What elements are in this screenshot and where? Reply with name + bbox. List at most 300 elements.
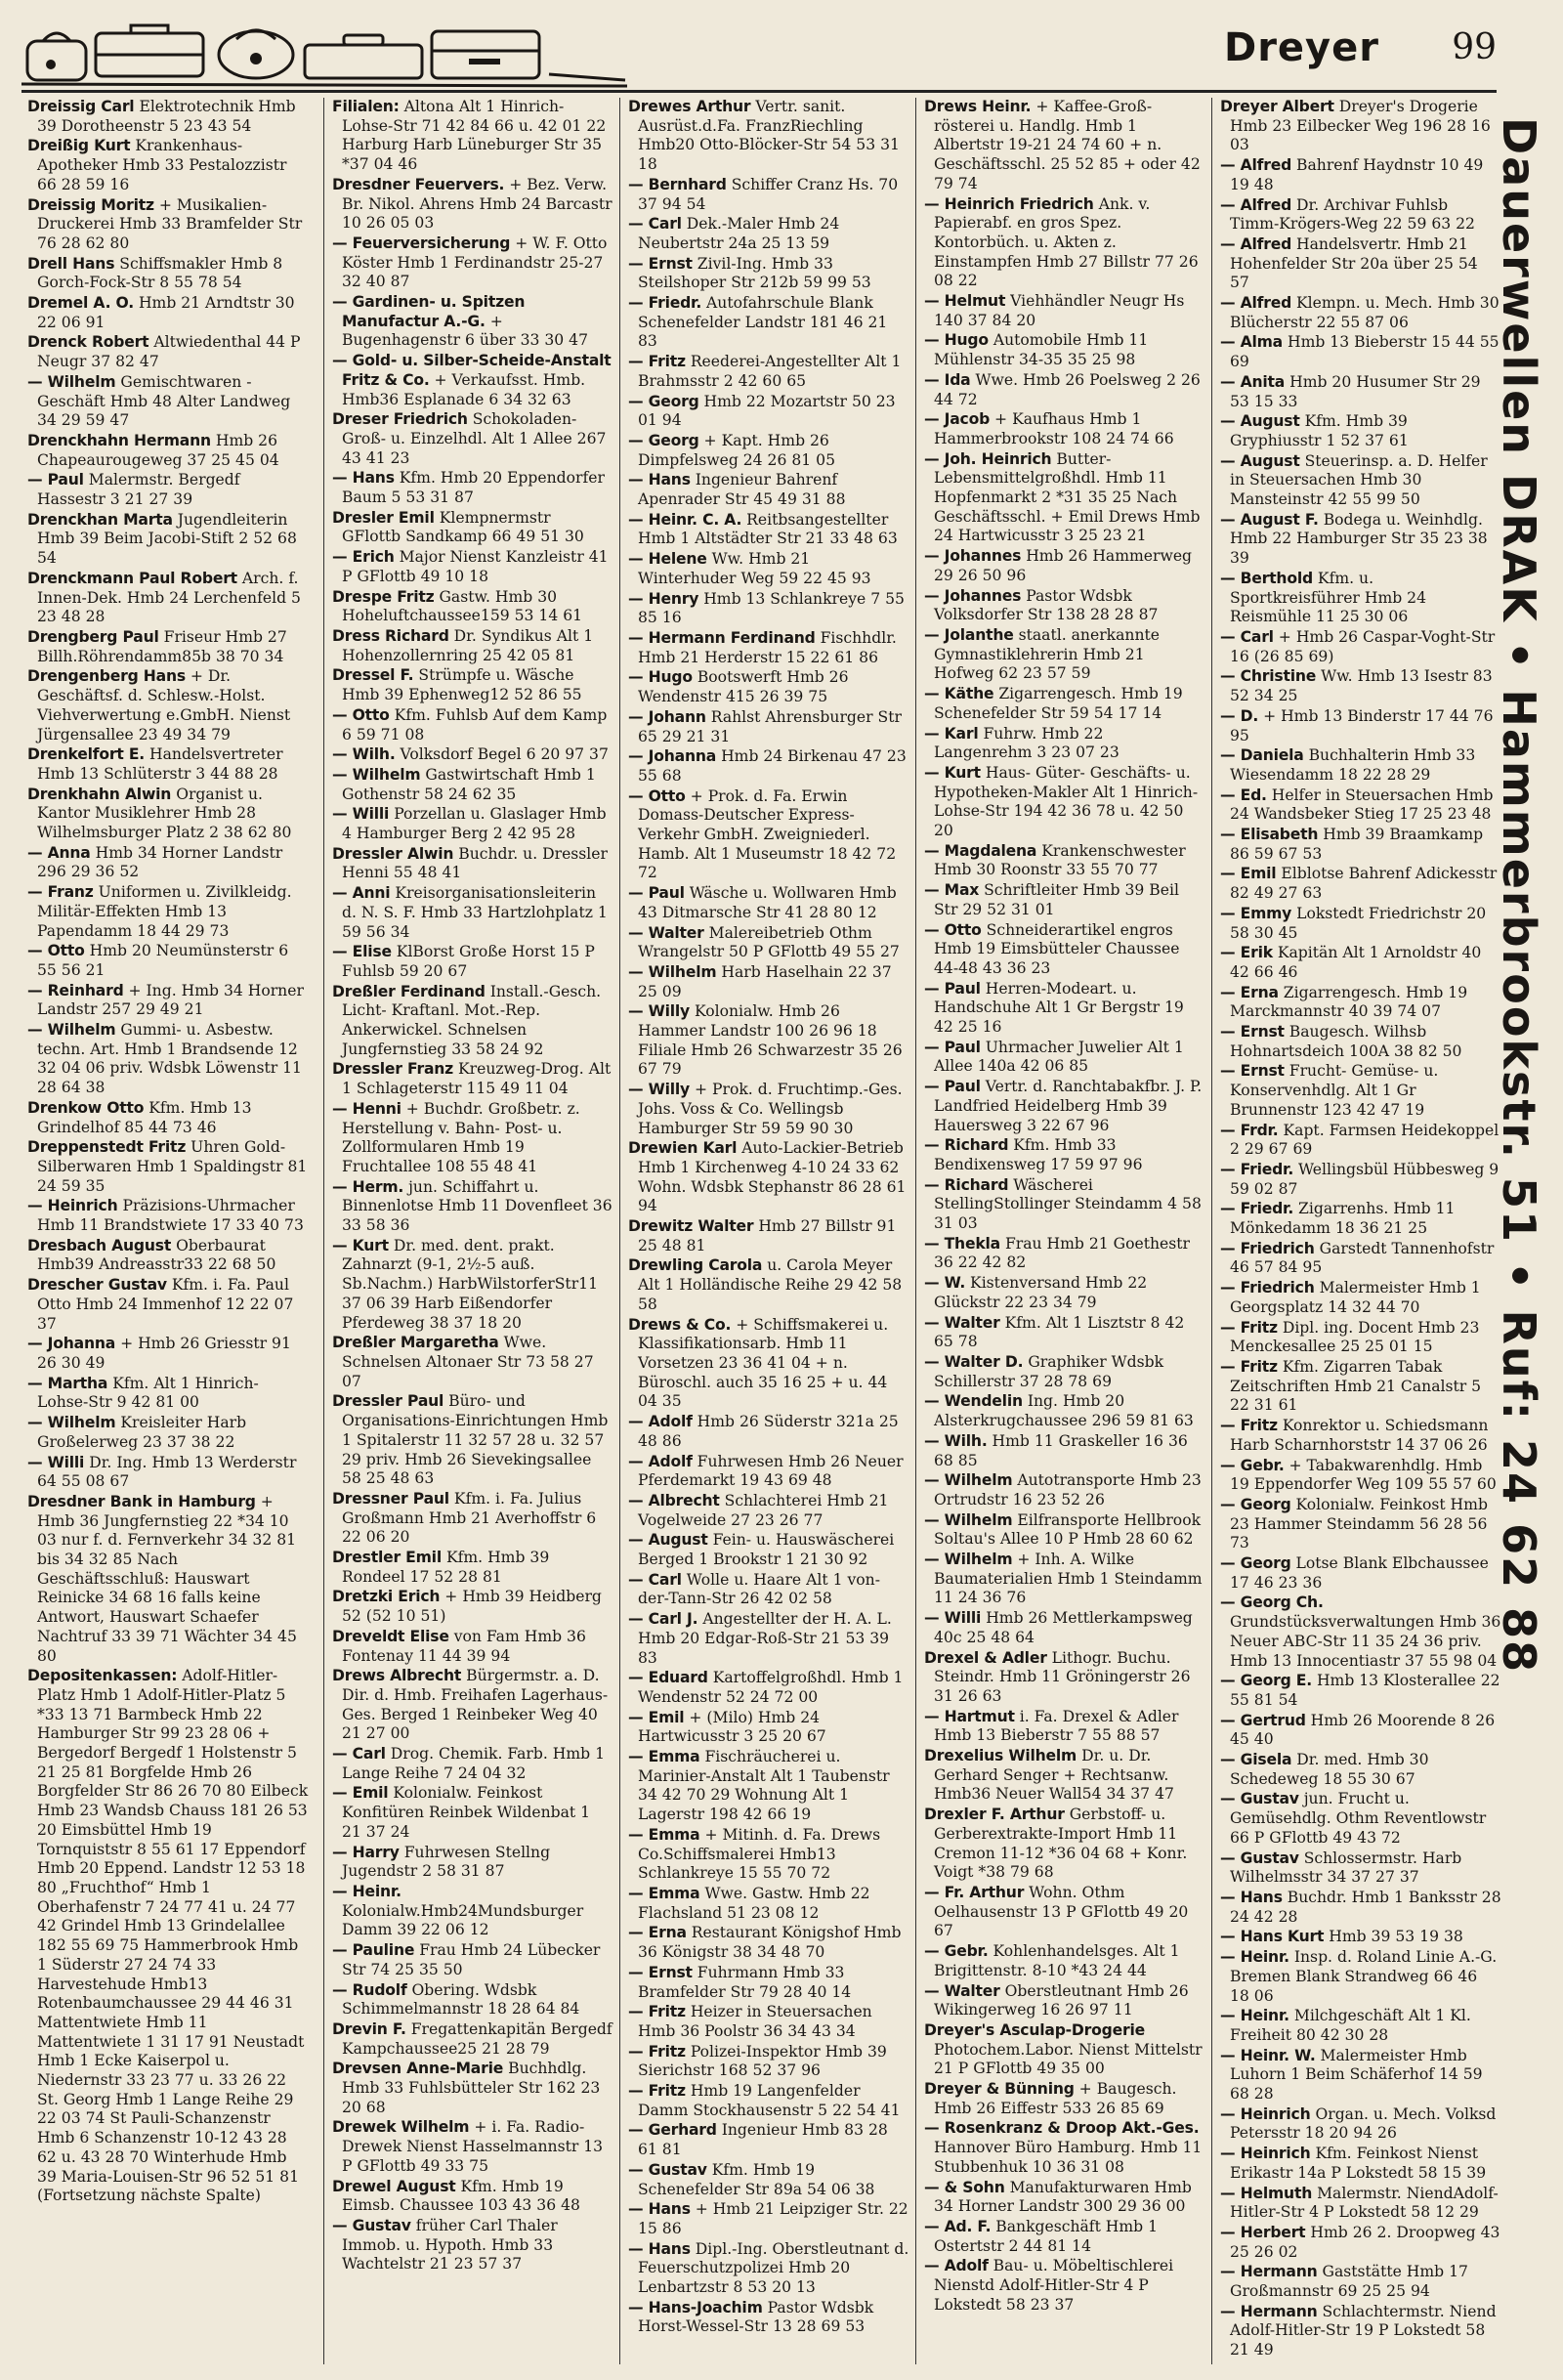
entry-name: Dress Richard (332, 626, 449, 645)
entry-name: — Wilh. (924, 1431, 988, 1450)
directory-entry (27, 982, 309, 1020)
directory-entry (27, 511, 309, 569)
entry-name: Drenckhan Marta (27, 510, 173, 529)
entry-details: Reitbsangestellter Hmb 1 Altstädter Str 21 33 48 63 (638, 510, 898, 548)
entry-details: Schneiderartikel engros Hmb 19 Eimsbütteler Chaussee 44-48 43 36 23 (934, 920, 1180, 977)
entry-name: Drengenberg Hans (27, 667, 186, 686)
entry-name: — Fr. Arthur (924, 1883, 1025, 1901)
directory-entry (332, 1844, 613, 1882)
entry-details: Malermstr. Bergedf Hassestr 3 21 27 39 (37, 471, 240, 509)
entry-name: — Alma (1220, 333, 1284, 352)
directory-entry (924, 331, 1205, 369)
entry-name: — Max (924, 881, 980, 900)
entry-name: — Adolf (628, 1452, 693, 1470)
entry-name: — Adolf (924, 2257, 989, 2275)
entry-name: Dreppenstedt Fritz (27, 1138, 187, 1157)
directory-entry (332, 352, 613, 409)
directory-entry (332, 884, 613, 942)
entry-details: Fein- u. Hauswäscherei Berged 1 Brookstr 1 21 30 92 (638, 1531, 895, 1569)
entry-name: — Herm. (332, 1177, 404, 1196)
entry-details: Dr. med. Hmb 30 Schedeweg 18 55 30 67 (1230, 1751, 1429, 1788)
entry-name: Drevsen Anne-Marie (332, 2060, 504, 2078)
directory-entry (27, 745, 309, 784)
entry-details: + Prok. d. Fa. Erwin Domass-Deutscher Express-Verkehr GmbH. Zweigniederl. Hamb. Alt 1 Museumstr 18 42 72 72 (638, 786, 897, 882)
entry-details: Klempnermstr GFlottb Sandkamp 66 49 51 30 (342, 508, 584, 546)
directory-entry (27, 432, 309, 470)
entry-details: Dr. med. dent. prakt. Zahnarzt (9-1, 2½-5 auß. Sb.Nachm.) HarbWilstorferStr11 37 06 39 Harb Eißendorfer Pferdeweg 38 37 18 20 (342, 1236, 598, 1332)
entry-name: Dreißig Kurt (27, 137, 131, 155)
directory-entry (332, 627, 613, 665)
entry-name: — Heinrich (27, 1197, 118, 1215)
directory-entry (1220, 1889, 1501, 1927)
directory-entry (332, 176, 613, 234)
directory-entry (924, 921, 1205, 979)
entry-details: Wohn. Othm Oelhausenstr 13 P GFlottb 49 20 67 (934, 1883, 1189, 1940)
entry-details: Buchdr. u. Dressler Henni 55 48 41 (342, 844, 608, 882)
entry-name: — Anita (1220, 372, 1286, 391)
directory-entry (924, 980, 1205, 1038)
entry-details: + i. Fa. Radio-Drewek Nienst Hasselmannstr 13 P GFlottb 49 33 75 (342, 2118, 604, 2175)
entry-name: — Kurt (332, 1236, 389, 1254)
entry-details: Bodega u. Weinhdlg. Hmb 22 Hamburger Str 35 23 38 39 (1230, 510, 1488, 568)
entry-details: Gastwirtschaft Hmb 1 Gothenstr 58 24 62 35 (342, 765, 596, 803)
entry-name: — W. (924, 1274, 966, 1293)
directory-entry (1220, 1948, 1501, 2006)
directory-entry (628, 2003, 909, 2041)
entry-details: Kolonialw. Hmb 26 Hammer Landstr 100 26 96 18 Filiale Hmb 26 Schwarzestr 35 26 67 79 (638, 1002, 903, 1079)
entry-details: Hannover Büro Hamburg. Hmb 11 Stubbenhuk 10 36 31 08 (934, 2139, 1203, 2176)
entry-name: — Heinr. W. (1220, 2046, 1316, 2064)
entry-name: Dresdner Feuervers. (332, 175, 505, 193)
directory-entry (628, 1709, 909, 1747)
entry-name: — Otto (924, 920, 982, 939)
entry-name: Dremel A. O. (27, 294, 134, 313)
entry-name: — Fritz (628, 2003, 686, 2021)
entry-details: Angestellter der H. A. L. Hmb 20 Edgar-Roß-Str 21 53 39 83 (638, 1610, 892, 1667)
entry-name: — Bernhard (628, 175, 727, 193)
entry-name: — Walter D. (924, 1353, 1024, 1371)
entry-name: — Emma (628, 1825, 700, 1844)
directory-entry (1220, 1279, 1501, 1317)
entry-name: — Helmuth (1220, 2184, 1313, 2202)
directory-entry (1220, 746, 1501, 785)
listing-columns (27, 98, 1502, 2364)
entry-name: Drengberg Paul (27, 627, 159, 646)
entry-name: — Gertrud (1220, 1711, 1306, 1729)
entry-name: — Hermann Ferdinand (628, 628, 816, 647)
entry-name: — Magdalena (924, 841, 1037, 860)
entry-details: Hmb 26 2. Droopweg 43 25 26 02 (1230, 2223, 1500, 2261)
entry-name: Depositenkassen: (27, 1667, 178, 1685)
entry-name: — Willi (332, 805, 390, 824)
entry-details: Kfm. Hmb 19 Eimsb. Chaussee 103 43 36 48 (342, 2177, 580, 2215)
directory-entry (332, 234, 613, 292)
entry-name: — Hans Kurt (1220, 1928, 1325, 1946)
directory-entry (27, 1021, 309, 1098)
side-advertisement-text: Dauerwellen DRAK • Hammerbrookstr. 51 • Ruf: 24 62 88 (1493, 117, 1545, 1675)
entry-details: Gastw. Hmb 30 Hoheluftchaussee159 53 14 61 (342, 587, 583, 625)
entry-name: Drews Albrecht (332, 1667, 462, 1685)
entry-details: Kreisorganisationsleiterin d. N. S. F. Hmb 33 Hartzlohplatz 1 59 56 34 (342, 884, 608, 941)
directory-entry (1220, 196, 1501, 234)
entry-details: Malermeister Hmb Luhorn 1 Beim Schäferhof 14 59 68 28 (1230, 2046, 1483, 2104)
entry-name: Dreyer's Asculap-Drogerie (924, 2020, 1146, 2039)
directory-entry (1220, 786, 1501, 825)
entry-details: Photochem.Labor. Nienst Mittelstr 21 P GFlottb 49 35 00 (934, 2040, 1203, 2078)
header-divider (21, 90, 1497, 93)
entry-name: — Otto (628, 786, 686, 805)
entry-details: Wwe. Gastw. Hmb 22 Flachsland 51 23 08 12 (638, 1884, 870, 1922)
entry-details: KlBorst Große Horst 15 P Fuhlsb 59 20 67 (342, 943, 595, 980)
directory-entry (332, 1490, 613, 1548)
entry-details: Ingenieur Bahrenf Apenrader Str 45 49 31 88 (638, 471, 846, 509)
directory-entry (628, 2200, 909, 2238)
entry-name: Dreser Friedrich (332, 410, 468, 429)
directory-entry (924, 1176, 1205, 1234)
entry-name: Drespe Fritz (332, 587, 435, 606)
entry-name: Dresbach August (27, 1236, 172, 1254)
entry-name: — Carl (1220, 627, 1274, 646)
entry-name: — Gustav (1220, 1790, 1299, 1808)
entry-details: Frau Hmb 21 Goethestr 36 22 42 82 (934, 1234, 1190, 1272)
directory-entry (1220, 2303, 1501, 2360)
entry-details: Ww. Hmb 21 Winterhuder Weg 59 22 45 93 (638, 550, 871, 587)
directory-entry (628, 2240, 909, 2298)
entry-details: Dek.-Maler Hmb 24 Neubertstr 24a 25 13 59 (638, 215, 840, 252)
entry-details: Friseur Hmb 27 Billh.Röhrendamm85b 38 70 34 (37, 627, 287, 665)
directory-entry (628, 176, 909, 214)
directory-entry (1220, 156, 1501, 194)
entry-details: Gummi- u. Asbestw. techn. Art. Hmb 1 Brandsende 12 32 04 06 priv. Wdsbk Löwenstr 11 28 64 38 (37, 1021, 302, 1097)
directory-entry (27, 196, 309, 254)
entry-name: — Wilhelm (332, 765, 421, 784)
directory-entry (332, 1334, 613, 1391)
entry-name: — Gerhard (628, 2121, 717, 2140)
entry-details: Grundstücksverwaltungen Hmb 36 Neuer ABC-Str 11 35 24 36 priv. Hmb 13 Innocentiastr 37 55 98 04 (1230, 1613, 1501, 1670)
directory-entry (924, 1392, 1205, 1430)
entry-details: Wäscherei StellingStollinger Steindamm 4 58 31 03 (934, 1175, 1202, 1233)
entry-details: + Schiffsmakerei u. Klassifikationsarb. Hmb 11 Vorsetzen 23 36 41 04 + n. Büroschl. auch 35 16 25 + u. 44 04 35 (638, 1315, 889, 1411)
entry-name: — Willi (27, 1453, 85, 1471)
entry-details: Kolonialw.Hmb24Mundsburger Damm 39 22 06 12 (342, 1901, 584, 1939)
directory-entry (1220, 1319, 1501, 1357)
entry-name: — Eduard (628, 1669, 708, 1687)
directory-entry (1220, 570, 1501, 627)
entry-name: — Hans (628, 471, 691, 489)
directory-entry (332, 766, 613, 804)
entry-details: Malermstr. NiendAdolf-Hitler-Str 4 P Lokstedt 58 12 29 (1230, 2184, 1499, 2222)
directory-entry (628, 1081, 909, 1138)
directory-entry (924, 371, 1205, 409)
entry-details: Wolle u. Haare Alt 1 von-der-Tann-Str 26 42 02 58 (638, 1570, 880, 1608)
entry-details: Krankenhaus-Apotheker Hmb 33 Pestalozzistr 66 28 59 16 (37, 137, 287, 193)
entry-details: Uniformen u. Zivilkleidg. Militär-Effekten Hmb 13 Papendamm 18 44 29 73 (37, 883, 292, 940)
entry-name: — Henry (628, 589, 699, 608)
entry-details: Kartoffelgroßhdl. Hmb 1 Wendenstr 52 24 72 00 (638, 1669, 904, 1706)
directory-entry (924, 2179, 1205, 2217)
entry-name: — Heinr. C. A. (628, 510, 742, 529)
directory-entry (332, 1667, 613, 1744)
entry-name: Dresdner Bank in Hamburg (27, 1492, 256, 1510)
directory-entry (924, 1274, 1205, 1312)
directory-entry (1220, 1457, 1501, 1495)
directory-entry (924, 195, 1205, 292)
entry-details: Hmb 24 Birkenau 47 23 55 68 (638, 747, 907, 785)
entry-details: Hmb 26 Moorende 8 26 45 40 (1230, 1711, 1496, 1749)
directory-entry (1220, 2263, 1501, 2301)
entry-details: Install.-Gesch. Licht- Kraftanl. Mot.-Rep. Ankerwickel. Schnelsen Jungfernstieg 33 58 24 92 (342, 982, 602, 1058)
entry-name: — Jolanthe (924, 625, 1014, 644)
entry-details: Viehhändler Neugr Hs 140 37 84 20 (934, 292, 1185, 329)
entry-details: Kfm. Hmb 19 Schenefelder Str 89a 54 06 38 (638, 2160, 875, 2198)
entry-details: Bahrenf Haydnstr 10 49 19 48 (1230, 156, 1484, 193)
entry-details: Lotse Blank Elbchaussee 17 46 23 36 (1230, 1554, 1489, 1592)
directory-entry (1220, 98, 1501, 155)
directory-entry (1220, 1928, 1501, 1947)
directory-entry (332, 805, 613, 843)
directory-entry (924, 1982, 1205, 2020)
directory-entry (1220, 2224, 1501, 2262)
directory-entry (332, 2060, 613, 2117)
entry-name: — & Sohn (924, 2178, 1005, 2196)
directory-entry (924, 410, 1205, 448)
entry-details: Handelsvertreter Hmb 13 Schlüterstr 3 44 88 28 (37, 745, 283, 783)
directory-entry (1220, 826, 1501, 864)
entry-details: + Musikalien-Druckerei Hmb 33 Bramfelder Str 76 28 62 80 (37, 195, 303, 252)
entry-details: Schlachterei Hmb 21 Vogelweide 27 23 26 77 (638, 1491, 889, 1529)
entry-details: Dr. u. Dr. Gerhard Senger + Rechtsanw. Hmb36 Neuer Wall54 34 37 47 (934, 1747, 1174, 1804)
directory-entry (332, 548, 613, 586)
entry-details: Hmb 39 53 19 38 (1329, 1928, 1463, 1946)
directory-entry (27, 373, 309, 431)
directory-entry (924, 547, 1205, 585)
entry-name: — Ernst (628, 1963, 693, 1981)
entry-details: Buchhdlg. Hmb 33 Fuhlsbütteler Str 162 23 20 68 (342, 2060, 601, 2116)
entry-details: Malereibetrieb Othm Wrangelstr 50 P GFlottb 49 55 27 (638, 923, 900, 961)
directory-entry (628, 294, 909, 352)
entry-details: Kolonialw. Feinkost Hmb 23 Hammer Steindamm 56 28 56 73 (1230, 1495, 1488, 1552)
entry-name: — Kurt (924, 763, 981, 782)
entry-name: — Fritz (628, 2082, 686, 2101)
directory-entry (27, 1375, 309, 1413)
entry-name: — D. (1220, 706, 1259, 725)
entry-details: Elblotse Bahrenf Adickesstr 82 49 27 63 (1230, 865, 1498, 903)
entry-details: + Hmb 13 Binderstr 17 44 76 95 (1230, 706, 1494, 744)
entry-name: — Georg (628, 392, 699, 410)
entry-name: — Heinrich Friedrich (924, 194, 1094, 213)
listing-column (27, 98, 309, 2364)
directory-entry (628, 1256, 909, 1314)
entry-details: Malermeister Hmb 1 Georgsplatz 14 32 44 70 (1230, 1279, 1481, 1316)
entry-details: Autotransporte Hmb 23 Ortrudstr 16 23 52 26 (934, 1471, 1202, 1509)
directory-entry (27, 1276, 309, 1334)
entry-details: Kfm. i. Fa. Julius Großmann Hmb 21 Averhoffstr 6 22 06 20 (342, 1489, 597, 1547)
entry-name: — Wilhelm (27, 372, 116, 391)
entry-name: — Hans (332, 469, 395, 488)
directory-entry (332, 943, 613, 981)
entry-name: — Willi (924, 1609, 982, 1628)
directory-entry (27, 1667, 309, 2206)
entry-details: + Hmb 26 Griesstr 91 26 30 49 (37, 1335, 291, 1372)
directory-entry (628, 2082, 909, 2120)
directory-entry (924, 1314, 1205, 1352)
directory-entry (924, 2218, 1205, 2256)
entry-details: Organist u. Kantor Musiklehrer Hmb 28 Wilhelmsburger Platz 2 38 62 80 (37, 785, 292, 842)
directory-entry (332, 1941, 613, 1979)
entry-details: Kfm. Alt 1 Lisztstr 8 42 65 78 (934, 1313, 1185, 1351)
directory-entry (628, 1885, 909, 1923)
entry-name: — Wilhelm (628, 962, 717, 981)
entry-details: Zigarrengesch. Hmb 19 Schenefelder Str 59 54 17 14 (934, 685, 1183, 722)
entry-name: Filialen: (332, 98, 400, 115)
entry-details: + (Milo) Hmb 24 Hartwicusstr 3 25 20 67 (638, 1708, 826, 1746)
entry-details: Fuhrwesen Stellng Jugendstr 2 58 31 87 (342, 1843, 551, 1881)
directory-entry (332, 1237, 613, 1334)
entry-details: Schlachtermstr. Niend Adolf-Hitler-Str 19 P Lokstedt 58 21 49 (1230, 2302, 1497, 2359)
entry-name: — Paul (924, 1038, 981, 1056)
entry-details: Milchgeschäft Alt 1 Kl. Freiheit 80 42 30 28 (1230, 2007, 1471, 2044)
directory-entry (1220, 2185, 1501, 2223)
entry-name: — Elise (332, 943, 392, 961)
directory-entry (27, 1454, 309, 1492)
entry-details: Buchhalterin Hmb 33 Wiesendamm 18 22 28 29 (1230, 746, 1476, 784)
entry-name: — Thekla (924, 1234, 1000, 1253)
entry-name: — Johanna (27, 1335, 116, 1353)
entry-name: — Heinrich (1220, 2145, 1311, 2163)
entry-name: — Wilhelm (924, 1471, 1013, 1490)
directory-entry (924, 1432, 1205, 1470)
entry-name: Drestler Emil (332, 1549, 442, 1567)
entry-name: — Wilh. (332, 745, 396, 764)
entry-name: Drewes Arthur (628, 98, 751, 115)
entry-name: — Erna (628, 1924, 687, 1942)
entry-name: — Georg E. (1220, 1672, 1312, 1690)
entry-name: — Hans (628, 2239, 691, 2258)
entry-details: Dr. Archivar Fuhlsb Timm-Krögers-Weg 22 59 63 22 (1230, 195, 1475, 234)
directory-entry (332, 509, 613, 547)
entry-details: Haus- Güter- Geschäfts- u. Hypotheken-Makler Alt 1 Hinrich-Lohse-Str 194 42 36 78 u. 42 50 20 (934, 763, 1199, 840)
entry-name: Drell Hans (27, 254, 115, 273)
directory-entry (332, 1178, 613, 1236)
entry-name: — Willy (628, 1081, 691, 1099)
entry-name: — Harry (332, 1843, 400, 1861)
entry-details: Kapitän Alt 1 Arnoldstr 40 42 66 46 (1230, 944, 1482, 981)
directory-entry (628, 1748, 909, 1825)
entry-name: — Ernst (1220, 1062, 1285, 1081)
entry-name: — Erna (1220, 983, 1279, 1001)
entry-name: — Helmut (924, 292, 1006, 311)
page-number: 99 (1452, 27, 1497, 67)
directory-entry (27, 1099, 309, 1137)
directory-entry (1220, 628, 1501, 666)
directory-entry (332, 745, 613, 765)
listing-column (619, 98, 909, 2364)
entry-details: + Tabakwarenhdlg. Hmb 19 Eppendorfer Weg 109 55 57 60 (1230, 1456, 1497, 1494)
entry-details: Büro- und Organisations-Einrichtungen Hmb 1 Spitalerstr 11 32 57 28 u. 32 57 29 priv. Hmb 26 Sievekingsallee 58 25 48 63 (342, 1392, 609, 1488)
directory-entry (628, 1453, 909, 1491)
directory-entry (628, 1826, 909, 1884)
entry-details: Wwe. Schnelsen Altonaer Str 73 58 27 07 (342, 1334, 594, 1390)
entry-details: Graphiker Wdsbk Schillerstr 37 28 78 69 (934, 1353, 1164, 1390)
entry-name: — Hartmut (924, 1707, 1015, 1725)
entry-name: — August (1220, 451, 1300, 470)
directory-entry (27, 883, 309, 941)
directory-entry (924, 587, 1205, 625)
directory-entry (27, 333, 309, 371)
entry-details: Eilfransporte Hellbrook Soltau's Allee 10 P Hmb 28 60 62 (934, 1510, 1202, 1549)
entry-name: — Friedr. (1220, 1160, 1294, 1178)
entry-details: Helfer in Steuersachen Hmb 24 Wandsbeker Stieg 17 25 23 48 (1230, 786, 1494, 824)
entry-name: Drenkhahn Alwin (27, 785, 172, 803)
entry-name: — Fritz (1220, 1417, 1278, 1435)
entry-details: Jugendleiterin Hmb 39 Beim Jacobi-Stift 2 52 68 54 (37, 510, 297, 568)
entry-name: — Gardinen- u. Spitzen Manufactur A.-G. (332, 293, 526, 330)
entry-name: — Frdr. (1220, 1121, 1279, 1139)
entry-name: Dreveldt Elise (332, 1627, 449, 1645)
entry-name: Drenck Robert (27, 333, 149, 352)
entry-details: Schriftleiter Hmb 39 Beil Str 29 52 31 01 (934, 881, 1179, 918)
entry-name: — Feuerversicherung (332, 234, 511, 252)
entry-details: Herren-Modeart. u. Handschuhe Alt 1 Gr Bergstr 19 42 25 16 (934, 979, 1184, 1037)
directory-entry (924, 685, 1205, 723)
entry-details: Kfm. u. Sportkreisführer Hmb 24 Reismühle 11 25 30 06 (1230, 569, 1427, 626)
entry-name: — Wendelin (924, 1392, 1023, 1411)
directory-entry (1220, 1161, 1501, 1199)
entry-details: Konrektor u. Schiedsmann Harb Scharnhorststr 14 37 06 26 (1230, 1417, 1489, 1454)
entry-name: Dreyer Albert (1220, 98, 1334, 115)
entry-name: — Emmy (1220, 904, 1292, 922)
directory-entry (1220, 1751, 1501, 1789)
directory-entry (1220, 1122, 1501, 1160)
entry-details: Ww. Hmb 13 Isestr 83 52 34 25 (1230, 667, 1493, 705)
directory-entry (628, 963, 909, 1001)
entry-name: — Ad. F. (924, 2217, 992, 2235)
entry-name: — Carl (628, 1570, 682, 1589)
entry-name: — Gebr. (924, 1942, 989, 1961)
entry-details: Hmb 26 Mettlerkampsweg 40c 25 48 64 (934, 1609, 1193, 1646)
entry-details: Zivil-Ing. Hmb 33 Steilshoper Str 212b 59 99 53 (638, 254, 871, 292)
entry-details: Kfm. Hmb 33 Bendixensweg 17 59 97 96 (934, 1136, 1143, 1173)
listing-column (1211, 98, 1501, 2364)
directory-entry (1220, 865, 1501, 903)
entry-name: — Daniela (1220, 746, 1304, 765)
directory-entry (628, 1964, 909, 2002)
entry-name: Dreissig Moritz (27, 195, 154, 214)
entry-name: — Gebr. (1220, 1456, 1285, 1474)
entry-details: Harb Haselhain 22 37 25 09 (638, 962, 892, 1000)
entry-name: — Fritz (1220, 1318, 1278, 1337)
directory-entry (628, 353, 909, 391)
directory-entry (1220, 333, 1501, 371)
listing-column (323, 98, 613, 2364)
entry-name: — Alfred (1220, 294, 1292, 313)
entry-details: Adolf-Hitler-Platz Hmb 1 Adolf-Hitler-Platz 5 *33 13 71 Barmbeck Hmb 22 Hamburger Str 99 23 28 06 + Bergedorf Bergedf 1 Holstenstr 5 21 25 81 Borgfelde Hmb 26 Borgfelder Str 86 26 70 80 Eilbeck Hmb 23 Wandsb Chauss 181 26 53 20 Eimsbüttel Hmb 19 Tornquiststr 8 55 61 17 Eppendorf Hmb 20 Eppend. Landstr 12 53 18 80 „Fruchthof“ Hmb 1 Oberhafenstr 7 24 77 41 u. 24 77 42 Grindel Hmb 13 Grindelallee 182 55 69 75 Hammerbrook Hmb 1 Süderstr 27 24 74 33 Harvestehude Hmb13 Rotenbaumchaussee 29 44 46 31 Mattentwiete Hmb 11 Mattentwiete 1 31 17 91 Neustadt Hmb 1 Ecke Kaiserpol u. Niedernstr 33 23 77 u. 33 26 22 St. Georg Hmb 1 Lange Reihe 29 22 03 74 St Pauli-Schanzenstr Hmb 6 Schanzenstr 10-12 43 28 62 u. 43 28 70 Winterhude Hmb 39 Maria-Louisen-Str 96 52 51 81 (Fortsetzung nächste Spalte) (37, 1667, 309, 2205)
entry-name: Dressner Paul (332, 1489, 449, 1508)
entry-name: — Berthold (1220, 569, 1313, 587)
entry-name: — Johann (628, 707, 706, 726)
entry-name: — Käthe (924, 685, 994, 703)
directory-entry (924, 98, 1205, 194)
entry-details: Dr. Ing. Hmb 13 Werderstr 64 55 08 67 (37, 1453, 297, 1491)
entry-details: + Verkaufsst. Hmb. Hmb36 Esplanade 6 34 32 63 (342, 370, 586, 408)
directory-entry (628, 629, 909, 667)
entry-name: — Georg (1220, 1554, 1291, 1573)
directory-entry (332, 706, 613, 744)
entry-details: staatl. anerkannte Gymnastiklehrerin Hmb 21 Hofweg 62 23 57 59 (934, 625, 1160, 683)
entry-details: Krankenschwester Hmb 30 Roonstr 33 55 70 77 (934, 841, 1186, 879)
directory-entry (924, 2257, 1205, 2315)
directory-entry (1220, 1023, 1501, 1061)
